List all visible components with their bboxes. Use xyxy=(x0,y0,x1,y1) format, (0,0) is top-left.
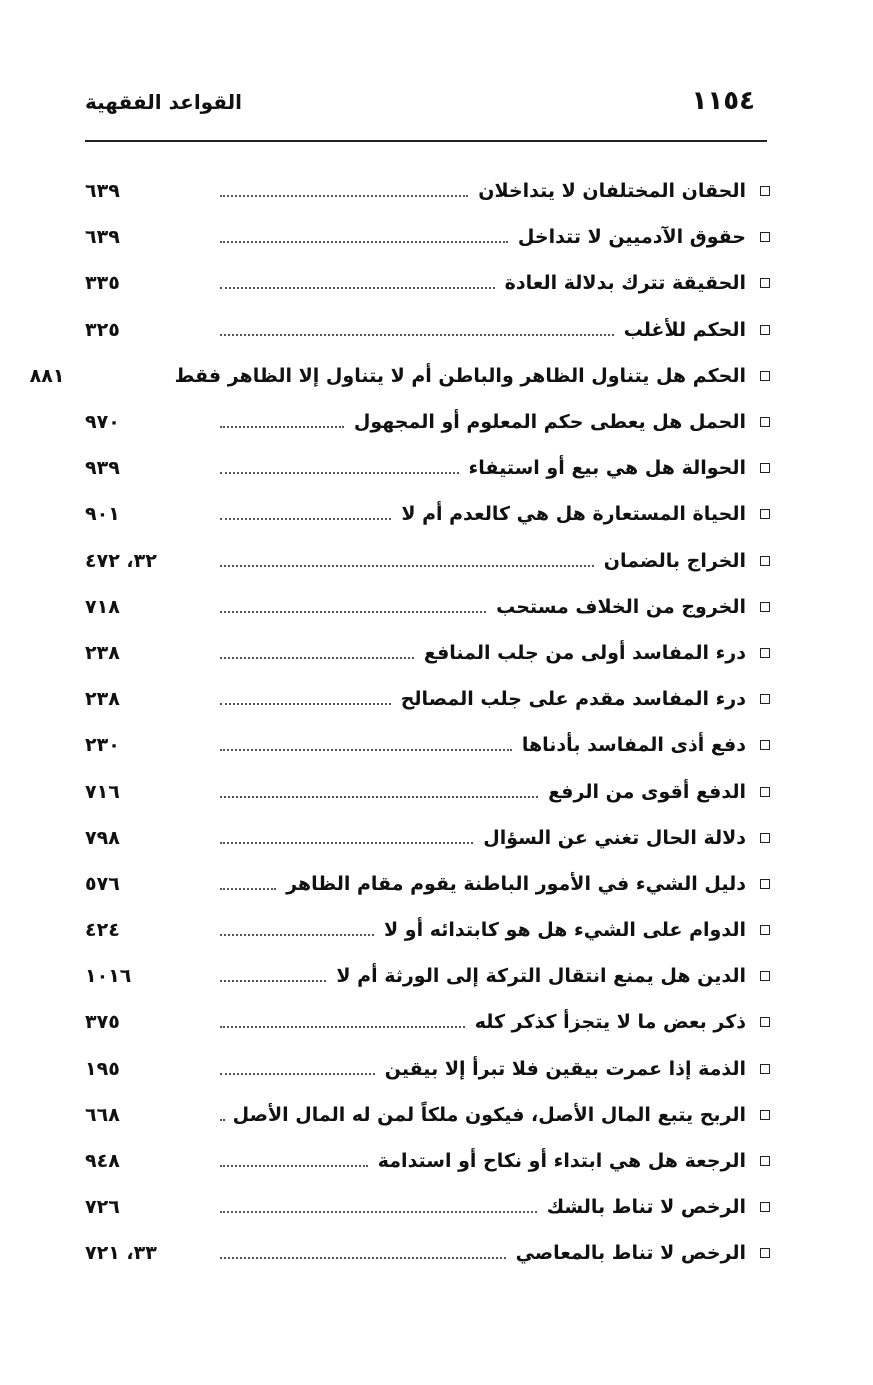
dot-leader xyxy=(220,555,594,567)
square-bullet-icon xyxy=(760,879,770,889)
entry-text: دفع أذى المفاسد بأدناها xyxy=(521,734,746,757)
dot-leader xyxy=(220,1155,368,1167)
entry-page-numbers: ٧١٨ xyxy=(85,595,120,618)
index-entry xyxy=(85,861,770,907)
entry-page-numbers: ٣٣، ٧٢١ xyxy=(85,1242,157,1265)
entry-pages xyxy=(85,272,210,294)
index-entry xyxy=(85,538,770,584)
index-entry xyxy=(85,815,770,861)
square-bullet-icon xyxy=(760,1202,770,1212)
entry-pages xyxy=(85,596,210,618)
square-bullet-icon xyxy=(760,971,770,981)
square-bullet-icon xyxy=(760,186,770,196)
dot-leader xyxy=(220,1109,223,1121)
dot-leader xyxy=(220,647,414,659)
entry-pages xyxy=(85,919,210,941)
entry-pages xyxy=(85,1196,210,1218)
entry-text: الرجعة هل هي ابتداء أو نكاح أو استدامة xyxy=(377,1150,746,1173)
square-bullet-icon xyxy=(760,232,770,242)
dot-leader xyxy=(220,1201,537,1213)
page-header xyxy=(85,86,755,126)
entry-text: درء المفاسد مقدم على جلب المصالح xyxy=(400,688,746,711)
index-list xyxy=(29,168,770,1277)
entry-text: الحمل هل يعطى حكم المعلوم أو المجهول xyxy=(353,411,746,434)
index-entry xyxy=(85,584,770,630)
dot-leader xyxy=(220,786,538,798)
entry-pages xyxy=(85,827,210,849)
index-entry xyxy=(85,399,770,445)
index-entry xyxy=(85,1092,770,1138)
dot-leader xyxy=(220,416,344,428)
entry-page-numbers: ٩٠١ xyxy=(85,503,120,526)
entry-page-numbers: ٣٢٥ xyxy=(85,318,120,341)
dot-leader xyxy=(220,970,326,982)
dot-leader xyxy=(220,924,374,936)
square-bullet-icon xyxy=(760,417,770,427)
square-bullet-icon xyxy=(760,1156,770,1166)
entry-text: الحقان المختلفان لا يتداخلان xyxy=(478,180,746,203)
entry-pages xyxy=(85,503,210,525)
index-entry xyxy=(85,999,770,1045)
dot-leader xyxy=(220,693,391,705)
entry-pages xyxy=(85,965,210,987)
entry-page-numbers: ٩٤٨ xyxy=(85,1150,120,1173)
entry-page-numbers: ٣٢، ٤٧٢ xyxy=(85,549,157,572)
square-bullet-icon xyxy=(760,925,770,935)
entry-page-numbers: ٩٣٩ xyxy=(85,457,120,480)
entry-pages xyxy=(85,550,210,572)
dot-leader xyxy=(220,508,391,520)
entry-text: الحياة المستعارة هل هي كالعدم أم لا xyxy=(401,503,746,526)
index-entry xyxy=(85,953,770,999)
index-entry xyxy=(85,907,770,953)
index-entry xyxy=(85,1184,770,1230)
index-entry xyxy=(85,676,770,722)
index-entry xyxy=(85,722,770,768)
entry-page-numbers: ٢٣٠ xyxy=(85,734,120,757)
entry-text: ذكر بعض ما لا يتجزأ كذكر كله xyxy=(474,1011,746,1034)
index-entry xyxy=(85,768,770,814)
entry-pages xyxy=(85,1242,210,1264)
entry-text: الخروج من الخلاف مستحب xyxy=(496,595,746,618)
index-entry xyxy=(85,168,770,214)
entry-text: دليل الشيء في الأمور الباطنة يقوم مقام الظاهر xyxy=(286,872,746,895)
dot-leader xyxy=(220,601,486,613)
entry-page-numbers: ٧٩٨ xyxy=(85,826,120,849)
square-bullet-icon xyxy=(760,648,770,658)
dot-leader xyxy=(220,462,459,474)
square-bullet-icon xyxy=(760,1064,770,1074)
entry-page-numbers: ٣٣٥ xyxy=(85,272,120,295)
entry-page-numbers: ٦٣٩ xyxy=(85,180,120,203)
square-bullet-icon xyxy=(760,1248,770,1258)
entry-pages xyxy=(85,180,210,202)
square-bullet-icon xyxy=(760,556,770,566)
entry-page-numbers: ٥٧٦ xyxy=(85,872,120,895)
dot-leader xyxy=(220,277,495,289)
dot-leader xyxy=(220,231,508,243)
entry-page-numbers: ٧١٦ xyxy=(85,780,120,803)
square-bullet-icon xyxy=(760,463,770,473)
square-bullet-icon xyxy=(760,1017,770,1027)
index-entry xyxy=(85,1138,770,1184)
index-entry xyxy=(85,1046,770,1092)
header-rule xyxy=(85,140,767,142)
entry-text: الرخص لا تناط بالمعاصي xyxy=(515,1242,746,1265)
square-bullet-icon xyxy=(760,694,770,704)
square-bullet-icon xyxy=(760,278,770,288)
entry-text: الدفع أقوى من الرفع xyxy=(548,780,746,803)
entry-page-numbers: ٦٦٨ xyxy=(85,1103,120,1126)
entry-text: الدوام على الشيء هل هو كابتدائه أو لا xyxy=(384,919,746,942)
entry-page-numbers: ٦٣٩ xyxy=(85,226,120,249)
entry-pages xyxy=(30,365,155,387)
entry-pages xyxy=(85,226,210,248)
index-entry xyxy=(29,353,770,399)
entry-pages xyxy=(85,642,210,664)
index-entry xyxy=(85,491,770,537)
entry-pages xyxy=(85,734,210,756)
page-number: ١١٥٤ xyxy=(691,86,755,116)
entry-text: الربح يتبع المال الأصل، فيكون ملكاً لمن له المال الأصل xyxy=(232,1103,746,1126)
dot-leader xyxy=(220,1063,375,1075)
entry-pages xyxy=(85,411,210,433)
entry-text: الرخص لا تناط بالشك xyxy=(546,1196,746,1219)
index-entry xyxy=(85,445,770,491)
entry-page-numbers: ٤٢٤ xyxy=(85,919,120,942)
dot-leader xyxy=(220,1016,465,1028)
entry-page-numbers: ٢٣٨ xyxy=(85,641,120,664)
entry-page-numbers: ٨٨١ xyxy=(29,364,65,387)
square-bullet-icon xyxy=(760,833,770,843)
book-title: القواعد الفقهية xyxy=(85,90,242,114)
entry-pages xyxy=(85,1011,210,1033)
entry-pages xyxy=(85,688,210,710)
square-bullet-icon xyxy=(760,787,770,797)
entry-page-numbers: ١٠١٦ xyxy=(85,965,132,988)
square-bullet-icon xyxy=(760,602,770,612)
entry-pages xyxy=(85,1104,210,1126)
entry-text: دلالة الحال تغني عن السؤال xyxy=(483,826,746,849)
square-bullet-icon xyxy=(760,1110,770,1120)
entry-page-numbers: ٩٧٠ xyxy=(85,411,120,434)
square-bullet-icon xyxy=(760,325,770,335)
entry-text: الحكم هل يتناول الظاهر والباطن أم لا يتناول إلا الظاهر فقط xyxy=(174,364,746,387)
dot-leader xyxy=(220,185,468,197)
entry-page-numbers: ٢٣٨ xyxy=(85,688,120,711)
index-entry xyxy=(85,630,770,676)
entry-text: الحكم للأغلب xyxy=(623,318,746,341)
entry-pages xyxy=(85,1150,210,1172)
entry-pages xyxy=(85,319,210,341)
entry-pages xyxy=(85,873,210,895)
entry-page-numbers: ٣٧٥ xyxy=(85,1011,120,1034)
dot-leader xyxy=(220,1247,506,1259)
entry-text: الحقيقة تترك بدلالة العادة xyxy=(504,272,746,295)
square-bullet-icon xyxy=(760,509,770,519)
entry-text: الذمة إذا عمرت بيقين فلا تبرأ إلا بيقين xyxy=(384,1057,746,1080)
index-entry xyxy=(85,1230,770,1276)
index-entry xyxy=(85,260,770,306)
entry-page-numbers: ٧٢٦ xyxy=(85,1196,120,1219)
entry-text: الخراج بالضمان xyxy=(603,549,746,572)
entry-pages xyxy=(85,1058,210,1080)
dot-leader xyxy=(220,324,614,336)
square-bullet-icon xyxy=(760,371,770,381)
dot-leader xyxy=(220,739,512,751)
square-bullet-icon xyxy=(760,740,770,750)
dot-leader xyxy=(220,878,276,890)
index-entry xyxy=(85,214,770,260)
entry-text: الحوالة هل هي بيع أو استيفاء xyxy=(468,457,746,480)
dot-leader xyxy=(220,832,473,844)
entry-pages xyxy=(85,457,210,479)
entry-text: درء المفاسد أولى من جلب المنافع xyxy=(423,641,746,664)
entry-pages xyxy=(85,781,210,803)
entry-page-numbers: ١٩٥ xyxy=(85,1057,120,1080)
index-entry xyxy=(85,307,770,353)
entry-text: حقوق الآدميين لا تتداخل xyxy=(517,226,746,249)
entry-text: الدين هل يمنع انتقال التركة إلى الورثة أم لا xyxy=(336,965,746,988)
